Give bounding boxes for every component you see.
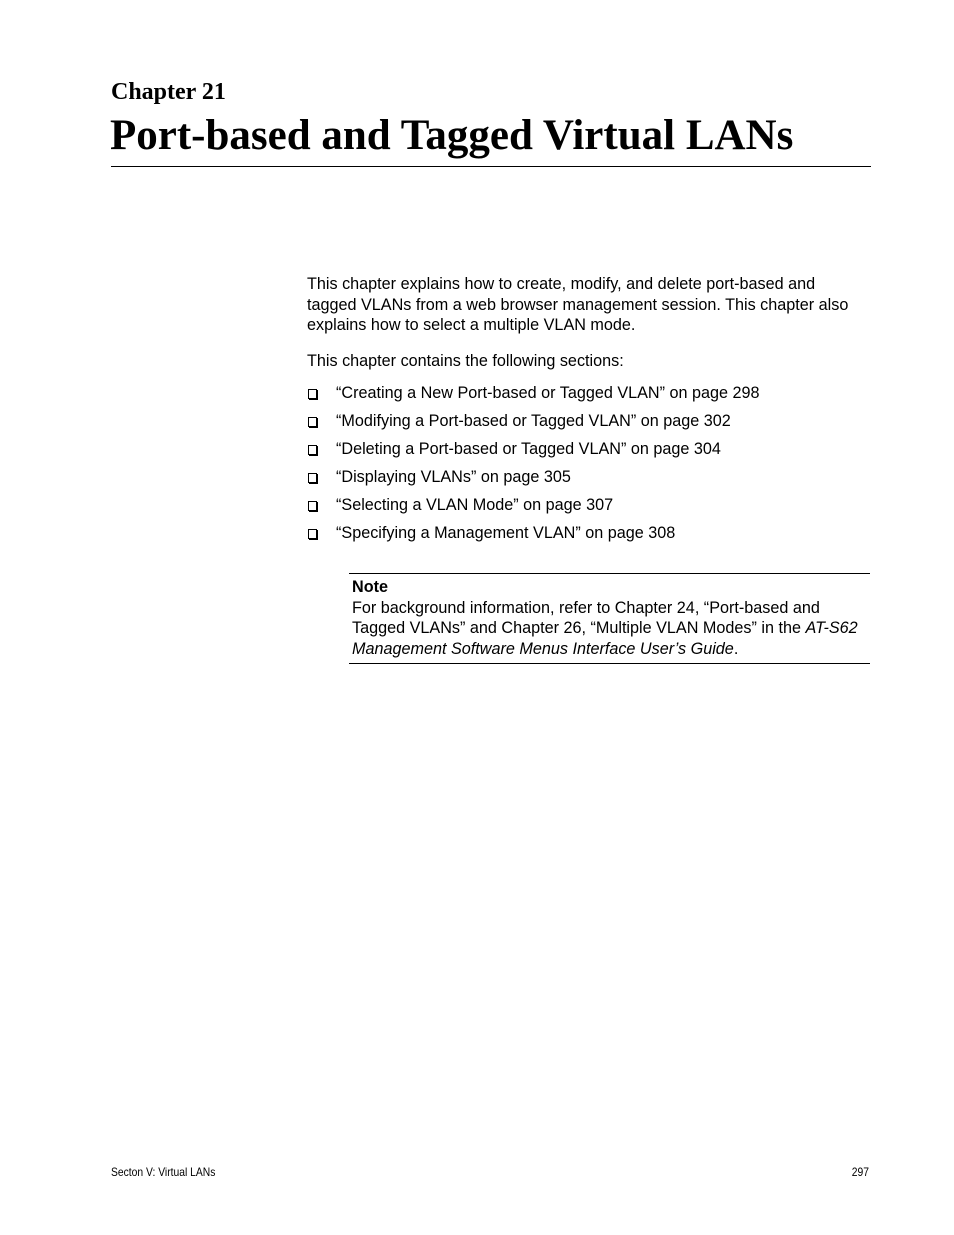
checkbox-bullet-icon [308,417,317,427]
section-list [307,383,867,551]
sections-intro: This chapter contains the following sections: [307,351,624,370]
list-item [307,523,867,551]
section-link[interactable]: “Deleting a Port-based or Tagged VLAN” on page 304 [336,440,721,459]
list-item [307,411,867,439]
chapter-body [307,274,867,551]
list-item [307,467,867,495]
checkbox-bullet-icon [308,529,317,539]
section-link[interactable]: “Specifying a Management VLAN” on page 308 [336,524,676,543]
note-end: . [733,639,739,658]
section-link[interactable]: “Creating a New Port-based or Tagged VLAN” on page 298 [336,384,760,403]
footer-page-number: 297 [851,1165,869,1179]
list-item [307,439,867,467]
list-item [307,383,867,411]
section-link[interactable]: “Modifying a Port-based or Tagged VLAN” on page 302 [336,412,731,431]
section-link[interactable]: “Selecting a VLAN Mode” on page 307 [336,496,614,515]
list-item [307,495,867,523]
chapter-title: Port-based and Tagged Virtual LANs [110,112,794,159]
note-text [352,598,870,660]
guide-title: AT-S62 Management Software Menus Interface User’s Guide [352,619,858,658]
checkbox-bullet-icon [308,389,317,399]
intro-paragraph: This chapter explains how to create, modify, and delete port-based and tagged VLANs from a web browser management session. This chapter also explains how to select a multiple VLAN mode. [307,275,849,335]
note-body: For background information, refer to Chapter 24, “Port-based and Tagged VLANs” and Chapter 26, “Multiple VLAN Modes” in the [352,598,820,638]
footer-section: Secton V: Virtual LANs [111,1165,216,1179]
checkbox-bullet-icon [308,473,317,483]
chapter-label: Chapter 21 [111,79,226,105]
section-link[interactable]: “Displaying VLANs” on page 305 [336,468,571,487]
checkbox-bullet-icon [308,501,317,511]
note-box [349,573,870,664]
note-heading: Note [352,578,388,596]
title-divider [111,166,871,167]
checkbox-bullet-icon [308,445,317,455]
